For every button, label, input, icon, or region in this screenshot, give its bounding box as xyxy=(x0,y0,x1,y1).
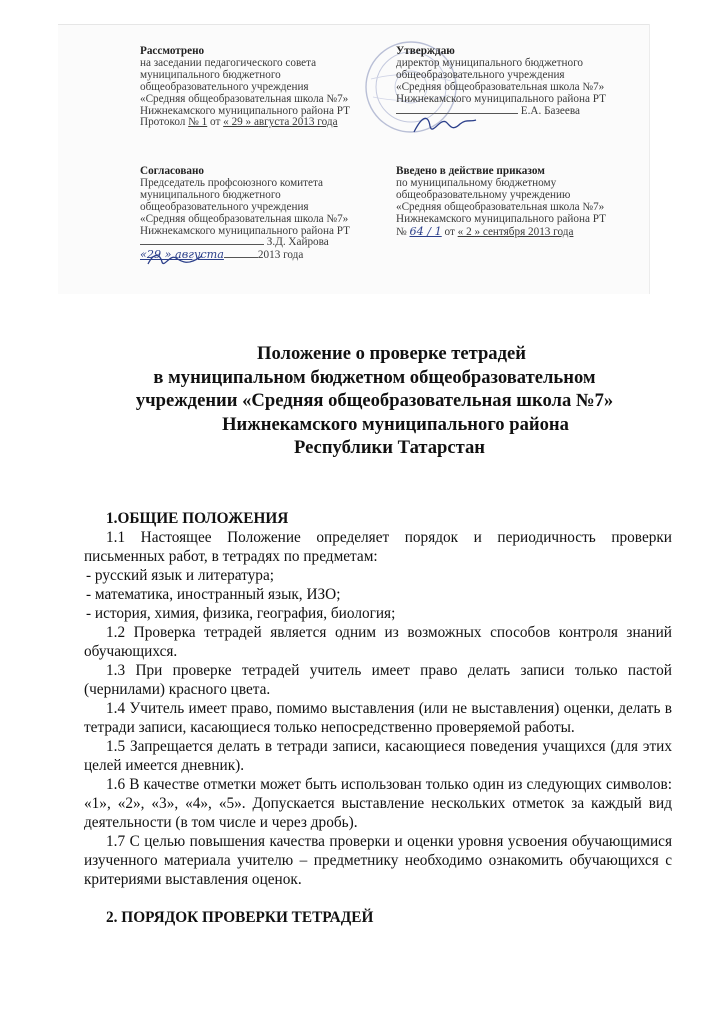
title-line: Положение о проверке тетрадей xyxy=(257,343,526,364)
approved-heading: Утверждаю xyxy=(396,45,455,57)
order-prefix: № xyxy=(396,225,410,238)
title-line: в муниципальном бюджетном общеобразовательном xyxy=(153,366,596,388)
reviewed-line: «Средняя общеобразовательная школа №7» xyxy=(140,92,349,105)
section-heading: 2. ПОРЯДОК ПРОВЕРКИ ТЕТРАДЕЙ xyxy=(106,909,374,926)
order-date: « 2 » сентября 2013 года xyxy=(457,225,574,238)
approved-line: «Средняя общеобразовательная школа №7» xyxy=(396,80,605,93)
agreed-line: Нижнекамского муниципального района РТ xyxy=(140,224,350,237)
director-signature-icon xyxy=(410,110,480,140)
paragraph-1-1: 1.1 Настоящее Положение определяет порядок и периодичность проверки письменных работ, в тетрадях по предметам: xyxy=(84,529,672,565)
paragraph-1-5: 1.5 Запрещается делать в тетради записи, касающиеся поведения учащихся (для этих целей имеется дневник). xyxy=(84,738,672,774)
agreed-line: Председатель профсоюзного комитета xyxy=(140,176,324,189)
protocol-mid: от xyxy=(207,116,224,129)
order-number: 64 / 1 xyxy=(409,224,442,238)
agreed-line: «Средняя общеобразовательная школа №7» xyxy=(140,212,349,225)
approved-line: общеобразовательного учреждения xyxy=(396,68,565,81)
approval-stamps-scan xyxy=(58,24,650,294)
agreed-date-handwritten: «29 » августа xyxy=(140,248,224,262)
agreed-heading: Согласовано xyxy=(140,165,205,177)
agreed-line: общеобразовательного учреждения xyxy=(140,200,309,213)
enacted-line: общеобразовательному учреждению xyxy=(396,188,571,201)
document-body xyxy=(84,509,672,927)
paragraph-1-7: 1.7 С целью повышения качества проверки и оценки уровня усвоения обучающимися изученного материала учителю – предметнику необходимо ознакомить обучающихся с критериями выставления оценок. xyxy=(84,833,672,888)
paragraph-1-3: 1.3 При проверке тетрадей учитель имеет право делать записи только пастой (чернилами) красного цвета. xyxy=(84,662,672,698)
scan-edge xyxy=(649,24,650,294)
list-item: - математика, иностранный язык, ИЗО; xyxy=(86,586,341,603)
agreed-signer: З.Д. Хайрова xyxy=(266,236,329,249)
scan-edge xyxy=(58,24,650,25)
reviewed-line: Нижнекамского муниципального района РТ xyxy=(140,104,350,117)
approved-line: директор муниципального бюджетного xyxy=(396,56,583,69)
list-item: - русский язык и литература; xyxy=(86,567,274,584)
protocol-date: « 29 » августа 2013 года xyxy=(223,116,338,129)
enacted-heading: Введено в действие приказом xyxy=(396,165,545,177)
reviewed-line: на заседании педагогического совета xyxy=(140,56,317,69)
section-heading: 1.ОБЩИЕ ПОЛОЖЕНИЯ xyxy=(106,510,289,527)
enacted-line: «Средняя общеобразовательная школа №7» xyxy=(396,200,605,213)
enacted-block xyxy=(396,166,606,238)
reviewed-line: общеобразовательного учреждения xyxy=(140,80,309,93)
reviewed-block xyxy=(140,46,350,129)
order-mid: от xyxy=(441,225,458,238)
approved-block xyxy=(396,46,606,117)
paragraph-1-6: 1.6 В качестве отметки может быть использован только один из следующих символов: «1», «2», «3», «4», «5». Допускается выставление нескольких отметок за каждый вид деятельности (в том числе и через дробь). xyxy=(84,776,672,831)
protocol-prefix: Протокол xyxy=(140,116,189,129)
agreed-line: муниципального бюджетного xyxy=(140,188,281,201)
agreed-date-year: 2013 года xyxy=(257,249,304,262)
enacted-order xyxy=(396,226,606,239)
protocol-number: № 1 xyxy=(188,116,208,129)
enacted-line: по муниципальному бюджетному xyxy=(396,176,557,189)
paragraph-1-2: 1.2 Проверка тетрадей является одним из возможных способов контроля знаний обучающихся. xyxy=(84,624,672,660)
document-title xyxy=(0,342,725,460)
reviewed-line: муниципального бюджетного xyxy=(140,68,281,81)
paragraph-1-4: 1.4 Учитель имеет право, помимо выставления (или не выставления) оценки, делать в тетради записи, касающиеся только непосредственно проверяемой работы. xyxy=(84,700,672,736)
title-line: Нижнекамского муниципального района xyxy=(222,413,569,435)
title-line: учреждении «Средняя общеобразовательная школа №7» xyxy=(135,390,614,411)
section-gap xyxy=(84,889,672,908)
approved-signer: Е.А. Базеева xyxy=(520,104,580,117)
reviewed-heading: Рассмотрено xyxy=(140,45,205,57)
reviewed-protocol xyxy=(140,117,350,129)
list-item: - история, химия, физика, география, биология; xyxy=(86,605,396,622)
union-signature-icon xyxy=(144,248,208,272)
enacted-line: Нижнекамского муниципального района РТ xyxy=(396,212,606,225)
title-line: Республики Татарстан xyxy=(293,437,486,458)
approved-line: Нижнекамского муниципального района РТ xyxy=(396,92,606,105)
